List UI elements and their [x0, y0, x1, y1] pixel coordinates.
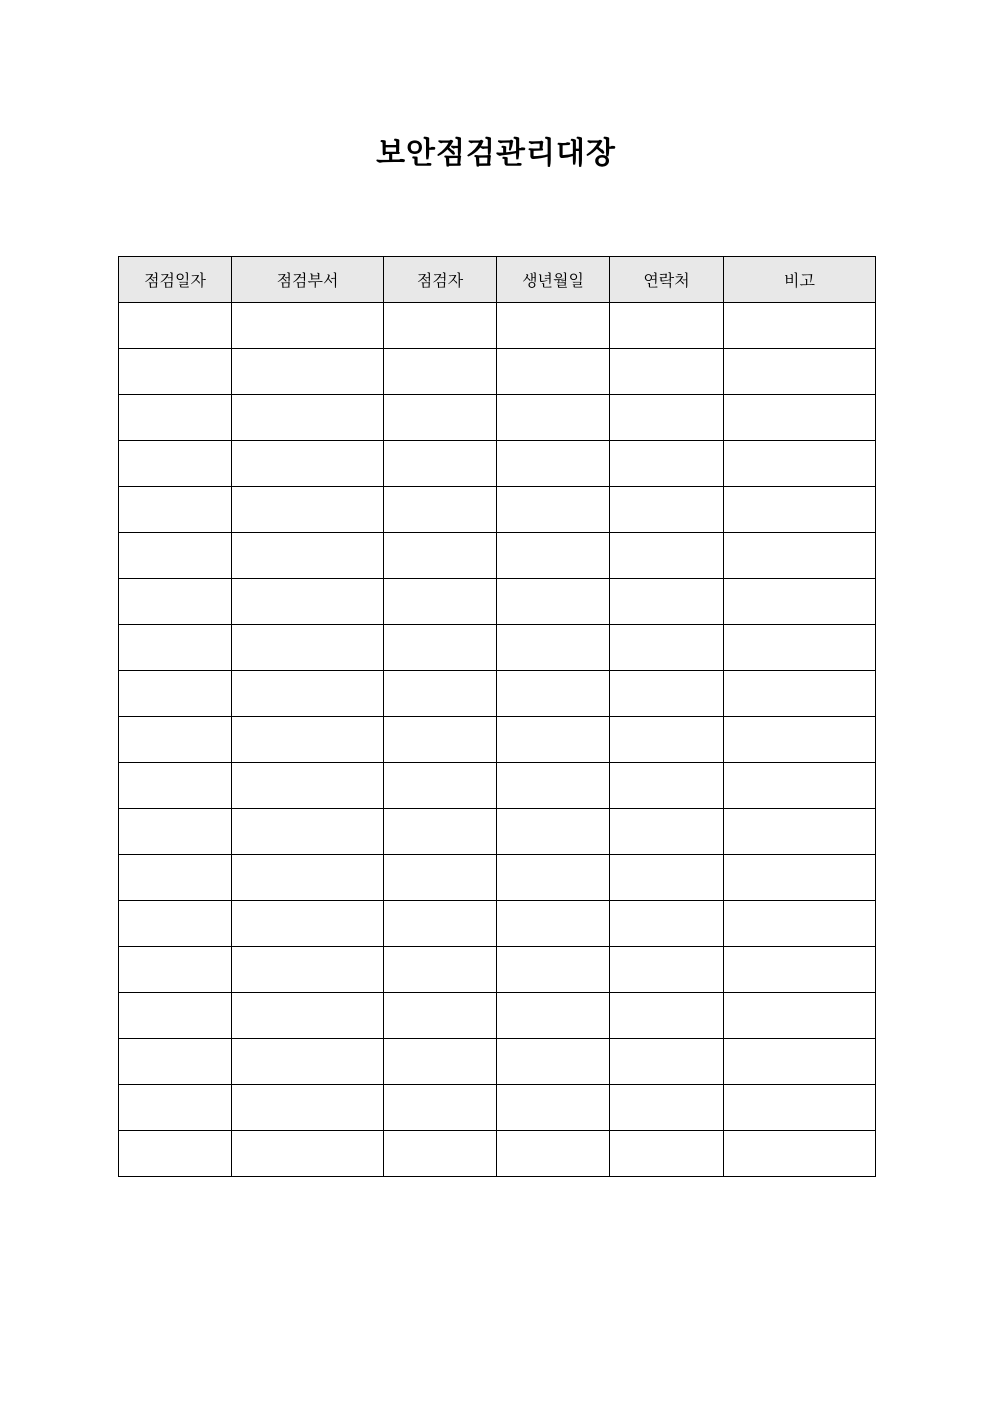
table-row: [119, 1131, 876, 1177]
cell-inspector[interactable]: [384, 395, 497, 441]
cell-contact[interactable]: [610, 901, 724, 947]
cell-inspection-date[interactable]: [119, 855, 232, 901]
cell-inspection-department[interactable]: [232, 303, 384, 349]
table-row: [119, 993, 876, 1039]
cell-remarks[interactable]: [724, 487, 876, 533]
table-body: [119, 303, 876, 1177]
cell-birth-date[interactable]: [497, 671, 610, 717]
cell-inspection-department[interactable]: [232, 441, 384, 487]
cell-birth-date[interactable]: [497, 395, 610, 441]
cell-inspection-date[interactable]: [119, 487, 232, 533]
cell-birth-date[interactable]: [497, 993, 610, 1039]
cell-birth-date[interactable]: [497, 901, 610, 947]
cell-inspection-date[interactable]: [119, 763, 232, 809]
table-row: [119, 901, 876, 947]
page-title: 보안점검관리대장: [376, 136, 616, 171]
cell-inspection-department[interactable]: [232, 395, 384, 441]
cell-inspection-date[interactable]: [119, 809, 232, 855]
cell-remarks[interactable]: [724, 901, 876, 947]
cell-contact[interactable]: [610, 855, 724, 901]
cell-remarks[interactable]: [724, 533, 876, 579]
cell-inspector[interactable]: [384, 441, 497, 487]
cell-contact[interactable]: [610, 947, 724, 993]
cell-contact[interactable]: [610, 579, 724, 625]
cell-contact[interactable]: [610, 303, 724, 349]
cell-inspector[interactable]: [384, 303, 497, 349]
cell-birth-date[interactable]: [497, 809, 610, 855]
cell-inspection-department[interactable]: [232, 901, 384, 947]
table-row: [119, 533, 876, 579]
table-row: [119, 579, 876, 625]
cell-contact[interactable]: [610, 763, 724, 809]
cell-remarks[interactable]: [724, 671, 876, 717]
cell-contact[interactable]: [610, 395, 724, 441]
table-row: [119, 717, 876, 763]
table-row: [119, 625, 876, 671]
table-row: [119, 395, 876, 441]
cell-birth-date[interactable]: [497, 441, 610, 487]
header-birth-date: 생년월일: [497, 257, 610, 303]
table-row: [119, 1039, 876, 1085]
cell-remarks[interactable]: [724, 1131, 876, 1177]
cell-birth-date[interactable]: [497, 717, 610, 763]
cell-inspector[interactable]: [384, 763, 497, 809]
cell-birth-date[interactable]: [497, 579, 610, 625]
cell-inspection-department[interactable]: [232, 1039, 384, 1085]
security-inspection-table: [118, 256, 876, 1177]
cell-inspection-department[interactable]: [232, 947, 384, 993]
cell-inspector[interactable]: [384, 487, 497, 533]
cell-birth-date[interactable]: [497, 1085, 610, 1131]
header-inspection-department: 점검부서: [232, 257, 384, 303]
cell-inspector[interactable]: [384, 717, 497, 763]
cell-inspector[interactable]: [384, 671, 497, 717]
cell-contact[interactable]: [610, 717, 724, 763]
cell-inspection-date[interactable]: [119, 579, 232, 625]
table-row: [119, 947, 876, 993]
table-row: [119, 303, 876, 349]
cell-inspector[interactable]: [384, 809, 497, 855]
table-row: [119, 671, 876, 717]
header-contact: 연락처: [610, 257, 724, 303]
cell-inspection-department[interactable]: [232, 1085, 384, 1131]
cell-birth-date[interactable]: [497, 487, 610, 533]
cell-contact[interactable]: [610, 671, 724, 717]
cell-inspection-date[interactable]: [119, 1085, 232, 1131]
cell-contact[interactable]: [610, 1085, 724, 1131]
cell-remarks[interactable]: [724, 763, 876, 809]
cell-birth-date[interactable]: [497, 625, 610, 671]
cell-birth-date[interactable]: [497, 1039, 610, 1085]
cell-birth-date[interactable]: [497, 947, 610, 993]
table-row: [119, 809, 876, 855]
cell-inspection-department[interactable]: [232, 487, 384, 533]
cell-inspector[interactable]: [384, 533, 497, 579]
table-row: [119, 349, 876, 395]
cell-inspection-date[interactable]: [119, 947, 232, 993]
cell-remarks[interactable]: [724, 1085, 876, 1131]
cell-inspection-date[interactable]: [119, 533, 232, 579]
table-header-row: [119, 257, 876, 303]
cell-inspector[interactable]: [384, 1085, 497, 1131]
cell-inspection-department[interactable]: [232, 671, 384, 717]
cell-inspection-department[interactable]: [232, 763, 384, 809]
header-inspection-date: 점검일자: [119, 257, 232, 303]
cell-remarks[interactable]: [724, 349, 876, 395]
cell-remarks[interactable]: [724, 1039, 876, 1085]
header-remarks: 비고: [724, 257, 876, 303]
cell-remarks[interactable]: [724, 993, 876, 1039]
cell-inspection-department[interactable]: [232, 855, 384, 901]
cell-inspector[interactable]: [384, 1131, 497, 1177]
cell-birth-date[interactable]: [497, 533, 610, 579]
cell-inspection-date[interactable]: [119, 993, 232, 1039]
cell-contact[interactable]: [610, 809, 724, 855]
cell-inspector[interactable]: [384, 855, 497, 901]
cell-contact[interactable]: [610, 533, 724, 579]
cell-inspection-date[interactable]: [119, 717, 232, 763]
cell-remarks[interactable]: [724, 717, 876, 763]
cell-inspection-date[interactable]: [119, 901, 232, 947]
cell-inspection-department[interactable]: [232, 1131, 384, 1177]
cell-inspection-date[interactable]: [119, 349, 232, 395]
cell-contact[interactable]: [610, 993, 724, 1039]
cell-birth-date[interactable]: [497, 763, 610, 809]
cell-birth-date[interactable]: [497, 855, 610, 901]
cell-inspection-department[interactable]: [232, 993, 384, 1039]
cell-inspection-date[interactable]: [119, 395, 232, 441]
cell-remarks[interactable]: [724, 625, 876, 671]
cell-birth-date[interactable]: [497, 303, 610, 349]
cell-birth-date[interactable]: [497, 349, 610, 395]
table-row: [119, 855, 876, 901]
cell-remarks[interactable]: [724, 947, 876, 993]
table-row: [119, 441, 876, 487]
cell-inspection-department[interactable]: [232, 533, 384, 579]
cell-inspector[interactable]: [384, 947, 497, 993]
cell-remarks[interactable]: [724, 303, 876, 349]
cell-contact[interactable]: [610, 487, 724, 533]
cell-remarks[interactable]: [724, 395, 876, 441]
cell-remarks[interactable]: [724, 579, 876, 625]
table-row: [119, 763, 876, 809]
cell-contact[interactable]: [610, 1131, 724, 1177]
cell-remarks[interactable]: [724, 855, 876, 901]
cell-contact[interactable]: [610, 349, 724, 395]
cell-contact[interactable]: [610, 625, 724, 671]
cell-inspection-department[interactable]: [232, 717, 384, 763]
cell-contact[interactable]: [610, 441, 724, 487]
cell-inspector[interactable]: [384, 349, 497, 395]
cell-contact[interactable]: [610, 1039, 724, 1085]
cell-inspection-date[interactable]: [119, 625, 232, 671]
cell-inspector[interactable]: [384, 993, 497, 1039]
cell-inspector[interactable]: [384, 1039, 497, 1085]
cell-inspection-department[interactable]: [232, 579, 384, 625]
cell-inspection-date[interactable]: [119, 671, 232, 717]
cell-inspection-date[interactable]: [119, 441, 232, 487]
cell-inspector[interactable]: [384, 625, 497, 671]
table-row: [119, 1085, 876, 1131]
header-inspector: 점검자: [384, 257, 497, 303]
cell-inspection-department[interactable]: [232, 349, 384, 395]
cell-inspection-department[interactable]: [232, 625, 384, 671]
cell-birth-date[interactable]: [497, 1131, 610, 1177]
cell-inspector[interactable]: [384, 579, 497, 625]
cell-inspection-department[interactable]: [232, 809, 384, 855]
cell-inspection-date[interactable]: [119, 1131, 232, 1177]
cell-inspection-date[interactable]: [119, 303, 232, 349]
cell-inspector[interactable]: [384, 901, 497, 947]
cell-remarks[interactable]: [724, 809, 876, 855]
cell-remarks[interactable]: [724, 441, 876, 487]
table-row: [119, 487, 876, 533]
cell-inspection-date[interactable]: [119, 1039, 232, 1085]
